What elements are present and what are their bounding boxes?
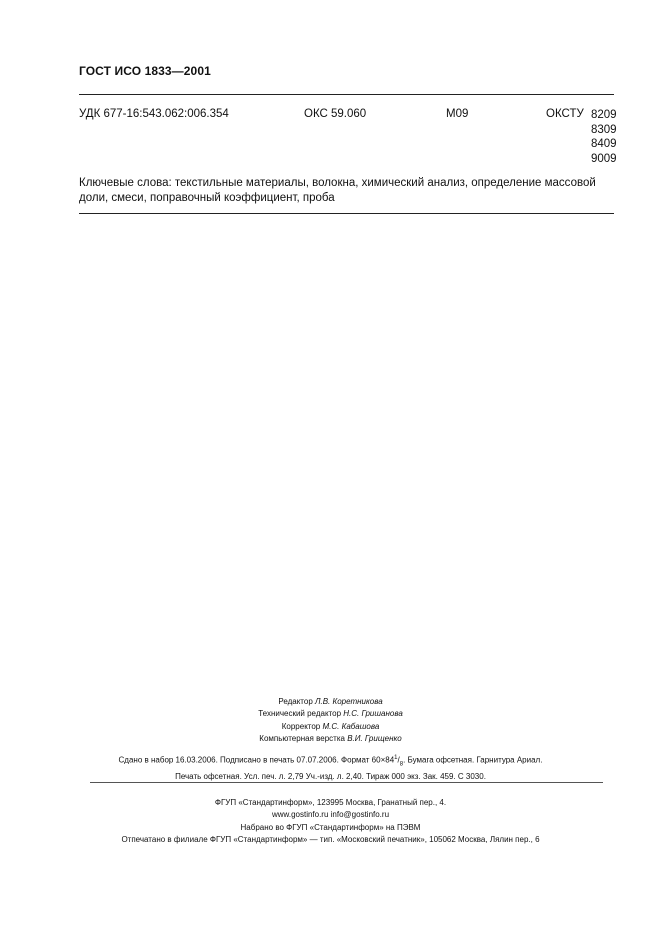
okstu-codes [591,108,617,166]
print-info-block [0,752,661,783]
editors-block [0,696,661,745]
print-info-line: Сдано в набор 16.03.2006. Подписано в печать 07.07.2006. Формат $60\times 84^1/_8$. Бумага офсетная. Гарнитура Ариал. [118,755,543,768]
top-divider [79,94,614,95]
group-code: М09 [446,108,469,120]
editor-name: Л.В. Коретникова [315,697,383,706]
publisher-line: Набрано во ФГУП «Стандартинформ» на ПЭВМ [240,822,421,832]
keywords-divider [79,213,614,214]
publisher-web-line: www.gostinfo.ru info@gostinfo.ru [271,810,390,820]
layout-line: Компьютерная верстка В.И. Грищенко [259,733,402,743]
print-info-line: Печать офсетная. Усл. печ. л. 2,79 Уч.-изд. л. 2,40. Тираж 000 экз. Зак. 459. С 3030. [175,771,486,781]
corrector-name: М.С. Кабашова [322,721,380,731]
corrector-line: Корректор М.С. Кабашова [281,721,380,731]
document-title: ГОСТ ИСО 1833—2001 [79,64,211,78]
imprint-divider [90,782,603,783]
layout-name: В.И. Грищенко [347,733,402,743]
okstu-code: 9009 [590,152,617,165]
tech-editor-line: Технический редактор Н.С. Гришанова [258,709,403,719]
keywords: Ключевые слова: текстильные материалы, волокна, химический анализ, определение массовой доли, смеси, поправочный коэффициент, проба [79,177,596,204]
editor-line: Редактор Л.В. Коретникова [278,697,383,706]
okstu-code: 8409 [590,138,617,151]
tech-editor-name: Н.С. Гришанова [343,709,403,719]
oks-code: ОКС 59.060 [304,108,367,120]
okstu-code: 8309 [590,123,617,136]
publisher-block [0,797,661,846]
okstu-block [546,108,617,166]
okstu-label: ОКСТУ [546,108,584,120]
okstu-code: 8209 [590,109,617,121]
udk-code: УДК 677-16:543.062:006.354 [79,108,229,120]
publisher-line: ФГУП «Стандартинформ», 123995 Москва, Гранатный пер., 4. [214,798,447,807]
publisher-line: Отпечатано в филиале ФГУП «Стандартинформ» — тип. «Московский печатник», 105062 Москва, Лялин пер., 6 [121,834,540,844]
